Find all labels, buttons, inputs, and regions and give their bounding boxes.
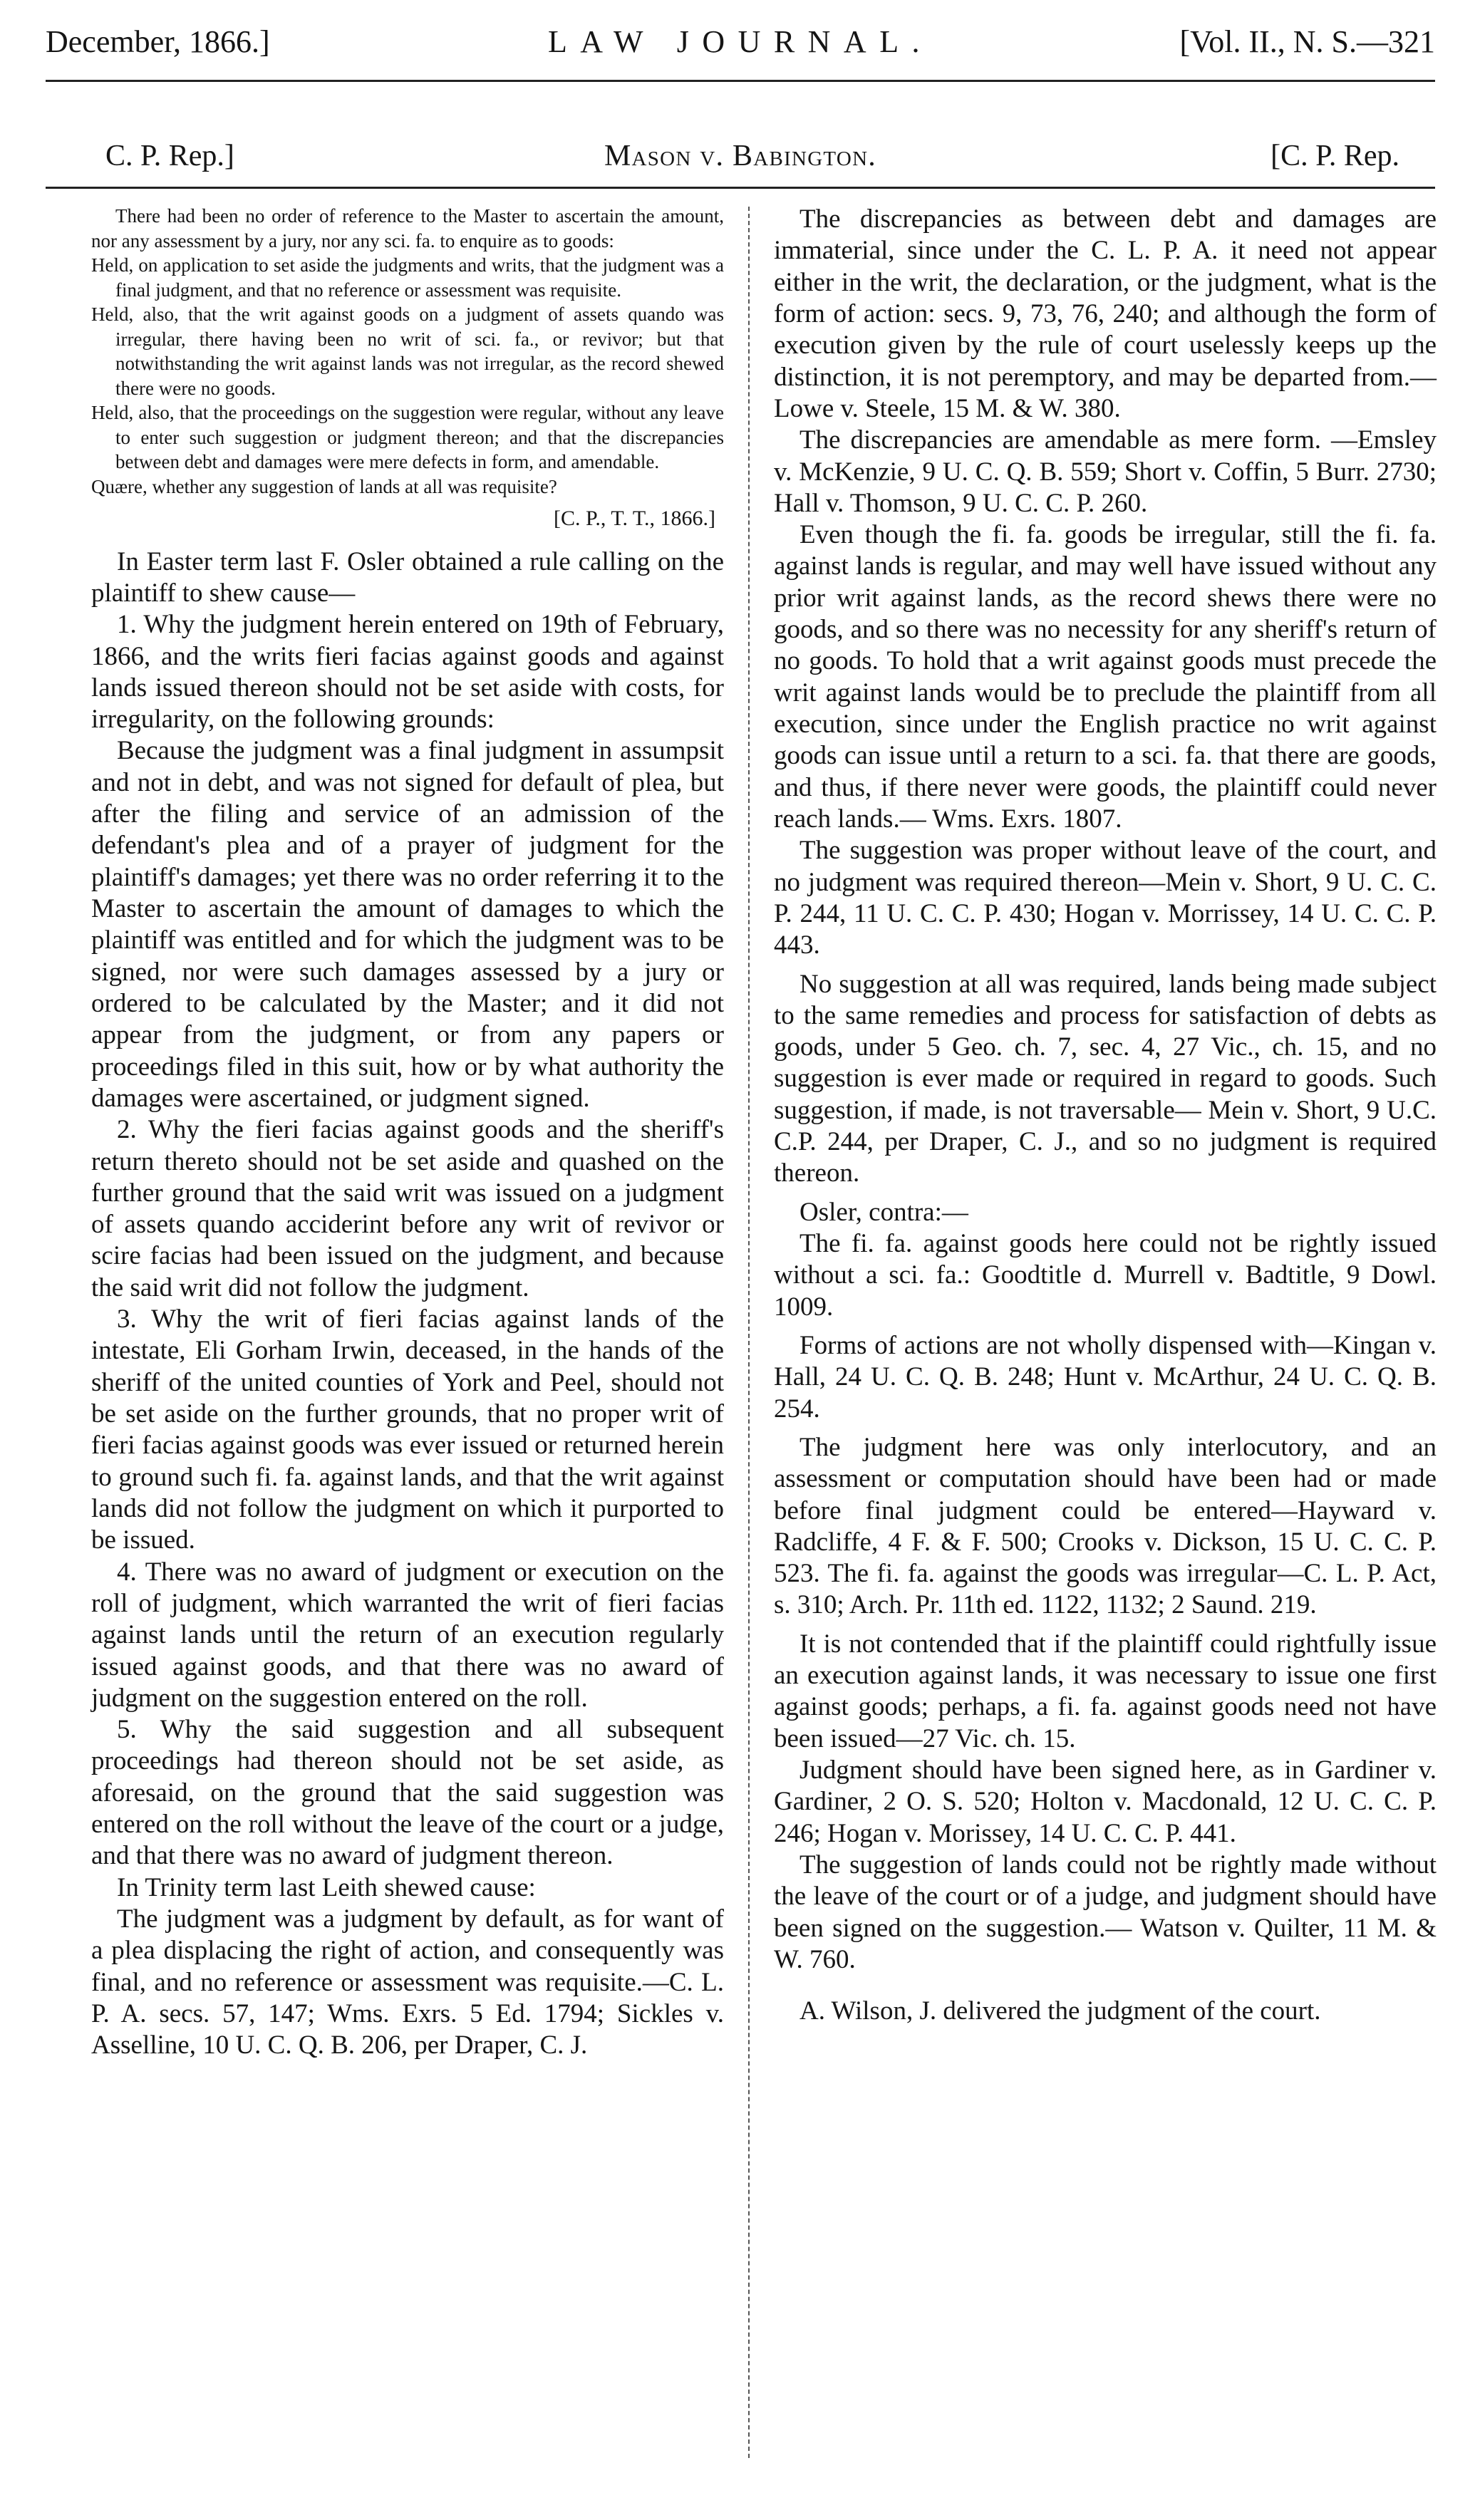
column-divider — [748, 207, 750, 2458]
judgment-delivery-line: A. Wilson, J. delivered the judgment of the court. — [799, 1996, 1321, 2026]
paragraph: 3. Why the writ of fieri facias against lands of the intestate, Eli Gorham Irwin, deceased, in the hands of the sheriff of the united counties of York and Peel, should not be set aside on the further grounds, that no proper writ of fieri facias against goods was ever issued or returned herein to ground such fi. fa. against lands, and that the writ against lands did not follow the judgment on which it purported to be issued. — [91, 1305, 724, 1555]
paragraph: The suggestion was proper without leave of the court, and no judgment was required thereon—Mein v. Short, 9 U. C. C. P. 244, 11 U. C. C. P. 430; Hogan v. Morrissey, 14 U. C. C. P. 443. — [774, 836, 1437, 960]
left-column — [91, 204, 724, 2492]
court-term-citation: [C. P., T. T., 1866.] — [554, 506, 715, 530]
report-label-left: C. P. Rep.] — [105, 140, 234, 172]
paragraph: Because the judgment was a final judgment in assumpsit and not in debt, and was not signed for default of plea, but after the filing and service of an admission of the defendant's plea and of a prayer of judgment for the plaintiff's damages; yet there was no order referring it to the Master to ascertain the amount of damages to which the plaintiff was entitled and for which the judgment was to be signed, nor were such damages assessed by a jury or ordered to be calculated by the Master; and it did not appear from the judgment, or from any papers or proceedings filed in this suit, how or by what authority the damages were ascertained, or judgment signed. — [91, 736, 724, 1113]
left-body — [91, 546, 724, 2062]
paragraph: Judgment should have been signed here, as in Gardiner v. Gardiner, 2 O. S. 520; Holton v. Macdonald, 12 U. C. C. P. 246; Hogan v. Morissey, 14 U. C. C. P. 441. — [774, 1756, 1437, 1848]
right-body — [774, 204, 1437, 2028]
case-title: Mason v. Babington. — [604, 140, 877, 172]
journal-title: LAW JOURNAL. — [547, 24, 933, 59]
paragraph: The judgment here was only interlocutory, and an assessment or computation should have been had or made before final judgment could be entered—Hayward v. Radcliffe, 4 F. & F. 500; Crooks v. Dickson, 15 U. C. C. P. 523. The fi. fa. against the goods was irregular—C. L. P. Act, s. 310; Arch. Pr. 11th ed. 1122, 1132; 2 Saund. 219. — [774, 1432, 1437, 1620]
headnote: Held, on application to set aside the judgments and writs, that the judgment was a final judgment, and that no reference or assessment was requisite. — [91, 254, 724, 301]
paragraph: The suggestion of lands could not be rightly made without the leave of the court or of a judge, and judgment should have been signed on the suggestion.— Watson v. Quilter, 11 M. & W. 760. — [774, 1850, 1437, 1974]
paragraph: No suggestion at all was required, lands being made subject to the same remedies and process for satisfaction of debts as goods, under 5 Geo. ch. 7, sec. 4, 27 Vic., ch. 15, and no suggestion is ever made or required in regard to goods. Such suggestion, if made, is not traversable— Mein v. Short, 9 U.C. C.P. 244, per Draper, C. J., and so no judgment is required thereon. — [774, 969, 1437, 1188]
paragraph: 5. Why the said suggestion and all subsequent proceedings had thereon should not be set aside, as aforesaid, on the ground that the said suggestion was entered on the roll without the leave of the court or a judge, and that there was no award of judgment thereon. — [91, 1715, 724, 1871]
case-header-rule — [46, 187, 1435, 189]
header-rule — [46, 80, 1435, 82]
right-column — [774, 204, 1437, 2492]
case-header — [46, 133, 1435, 180]
paragraph: In Easter term last F. Osler obtained a rule calling on the plaintiff to shew cause— — [91, 546, 724, 608]
paragraph: In Trinity term last Leith shewed cause: — [117, 1872, 536, 1902]
volume-page-number: [Vol. II., N. S.—321 — [1179, 24, 1435, 59]
report-label-right: [C. P. Rep. — [1270, 140, 1399, 172]
paragraph: The discrepancies as between debt and damages are immaterial, since under the C. L. P. A. it need not appear either in the writ, the declaration, or the judgment, what is the form of action: secs. 9, 73, 76, 240; and although the form of execution given by the rule of court uselessly keeps up the distinction, it is not peremptory, and may be departed from.—Lowe v. Steele, 15 M. & W. 380. — [774, 204, 1437, 423]
paragraph: The fi. fa. against goods here could not be rightly issued without a sci. fa.: Goodtitle d. Murrell v. Badtitle, 9 Dowl. 1009. — [774, 1229, 1437, 1322]
headnote: There had been no order of reference to the Master to ascertain the amount, nor any assessment by a jury, nor any sci. fa. to enquire as to goods: — [91, 205, 724, 252]
headnote: Held, also, that the proceedings on the suggestion were regular, without any leave to enter such suggestion or judgment thereon; and that the discrepancies between debt and damages were mere defects in form, and amendable. — [91, 402, 724, 473]
paragraph: The judgment was a judgment by default, as for want of a plea displacing the right of action, and consequently was final, and no reference or assessment was requisite.—C. L. P. A. secs. 57, 147; Wms. Exrs. 5 Ed. 1794; Sickles v. Asselline, 10 U. C. Q. B. 206, per Draper, C. J. — [91, 1904, 724, 2060]
paragraph: Osler, contra:— — [799, 1197, 968, 1227]
paragraph: 4. There was no award of judgment or execution on the roll of judgment, which warranted the writ of fieri facias against lands until the return of an execution regularly issued against goods, and that there was no award of judgment on the suggestion entered on the roll. — [91, 1557, 724, 1713]
paragraph: 2. Why the fieri facias against goods and the sheriff's return thereto should not be set aside and quashed on the further ground that the said writ was issued on a judgment of assets quando acciderint before any writ of revivor or scire facias had been issued on the judgment, and because the said writ did not follow the judgment. — [91, 1115, 724, 1302]
running-head — [46, 10, 1435, 74]
page-date: December, 1866.] — [46, 24, 270, 59]
paragraph: The discrepancies are amendable as mere form. —Emsley v. McKenzie, 9 U. C. Q. B. 559; Short v. Coffin, 5 Burr. 2730; Hall v. Thomson, 9 U. C. C. P. 260. — [774, 425, 1437, 518]
paragraph: 1. Why the judgment herein entered on 19th of February, 1866, and the writs fieri facias against goods and against lands issued thereon should not be set aside with costs, for irregularity, on the following grounds: — [91, 610, 724, 735]
paragraph: Even though the fi. fa. goods be irregular, still the fi. fa. against lands is regular, and may well have issued without any prior writ against lands, as the record shews there were no goods, and so there was no necessity for any sheriff's return of no goods. To hold that a writ against goods must precede the writ against lands would be to preclude the plaintiff from all execution, since under the English practice no writ against goods can issue until a return to a sci. fa. that there are goods, and thus, if there never were goods, the plaintiff could never reach lands.— Wms. Exrs. 1807. — [774, 520, 1437, 834]
paragraph: It is not contended that if the plaintiff could rightfully issue an execution against lands, it was necessary to issue one first against goods; perhaps, a fi. fa. against goods need not have been issued—27 Vic. ch. 15. — [774, 1629, 1437, 1753]
headnote: Quære, whether any suggestion of lands at all was requisite? — [91, 476, 557, 498]
headnote: Held, also, that the writ against goods on a judgment of assets quando was irregular, there having been no writ of sci. fa., or revivor; but that notwithstanding the writ against lands was not irregular, as the record shewed there were no goods. — [91, 304, 724, 399]
paragraph: Forms of actions are not wholly dispensed with—Kingan v. Hall, 24 U. C. Q. B. 248; Hunt v. McArthur, 24 U. C. Q. B. 254. — [774, 1330, 1437, 1424]
headnotes — [91, 204, 724, 499]
